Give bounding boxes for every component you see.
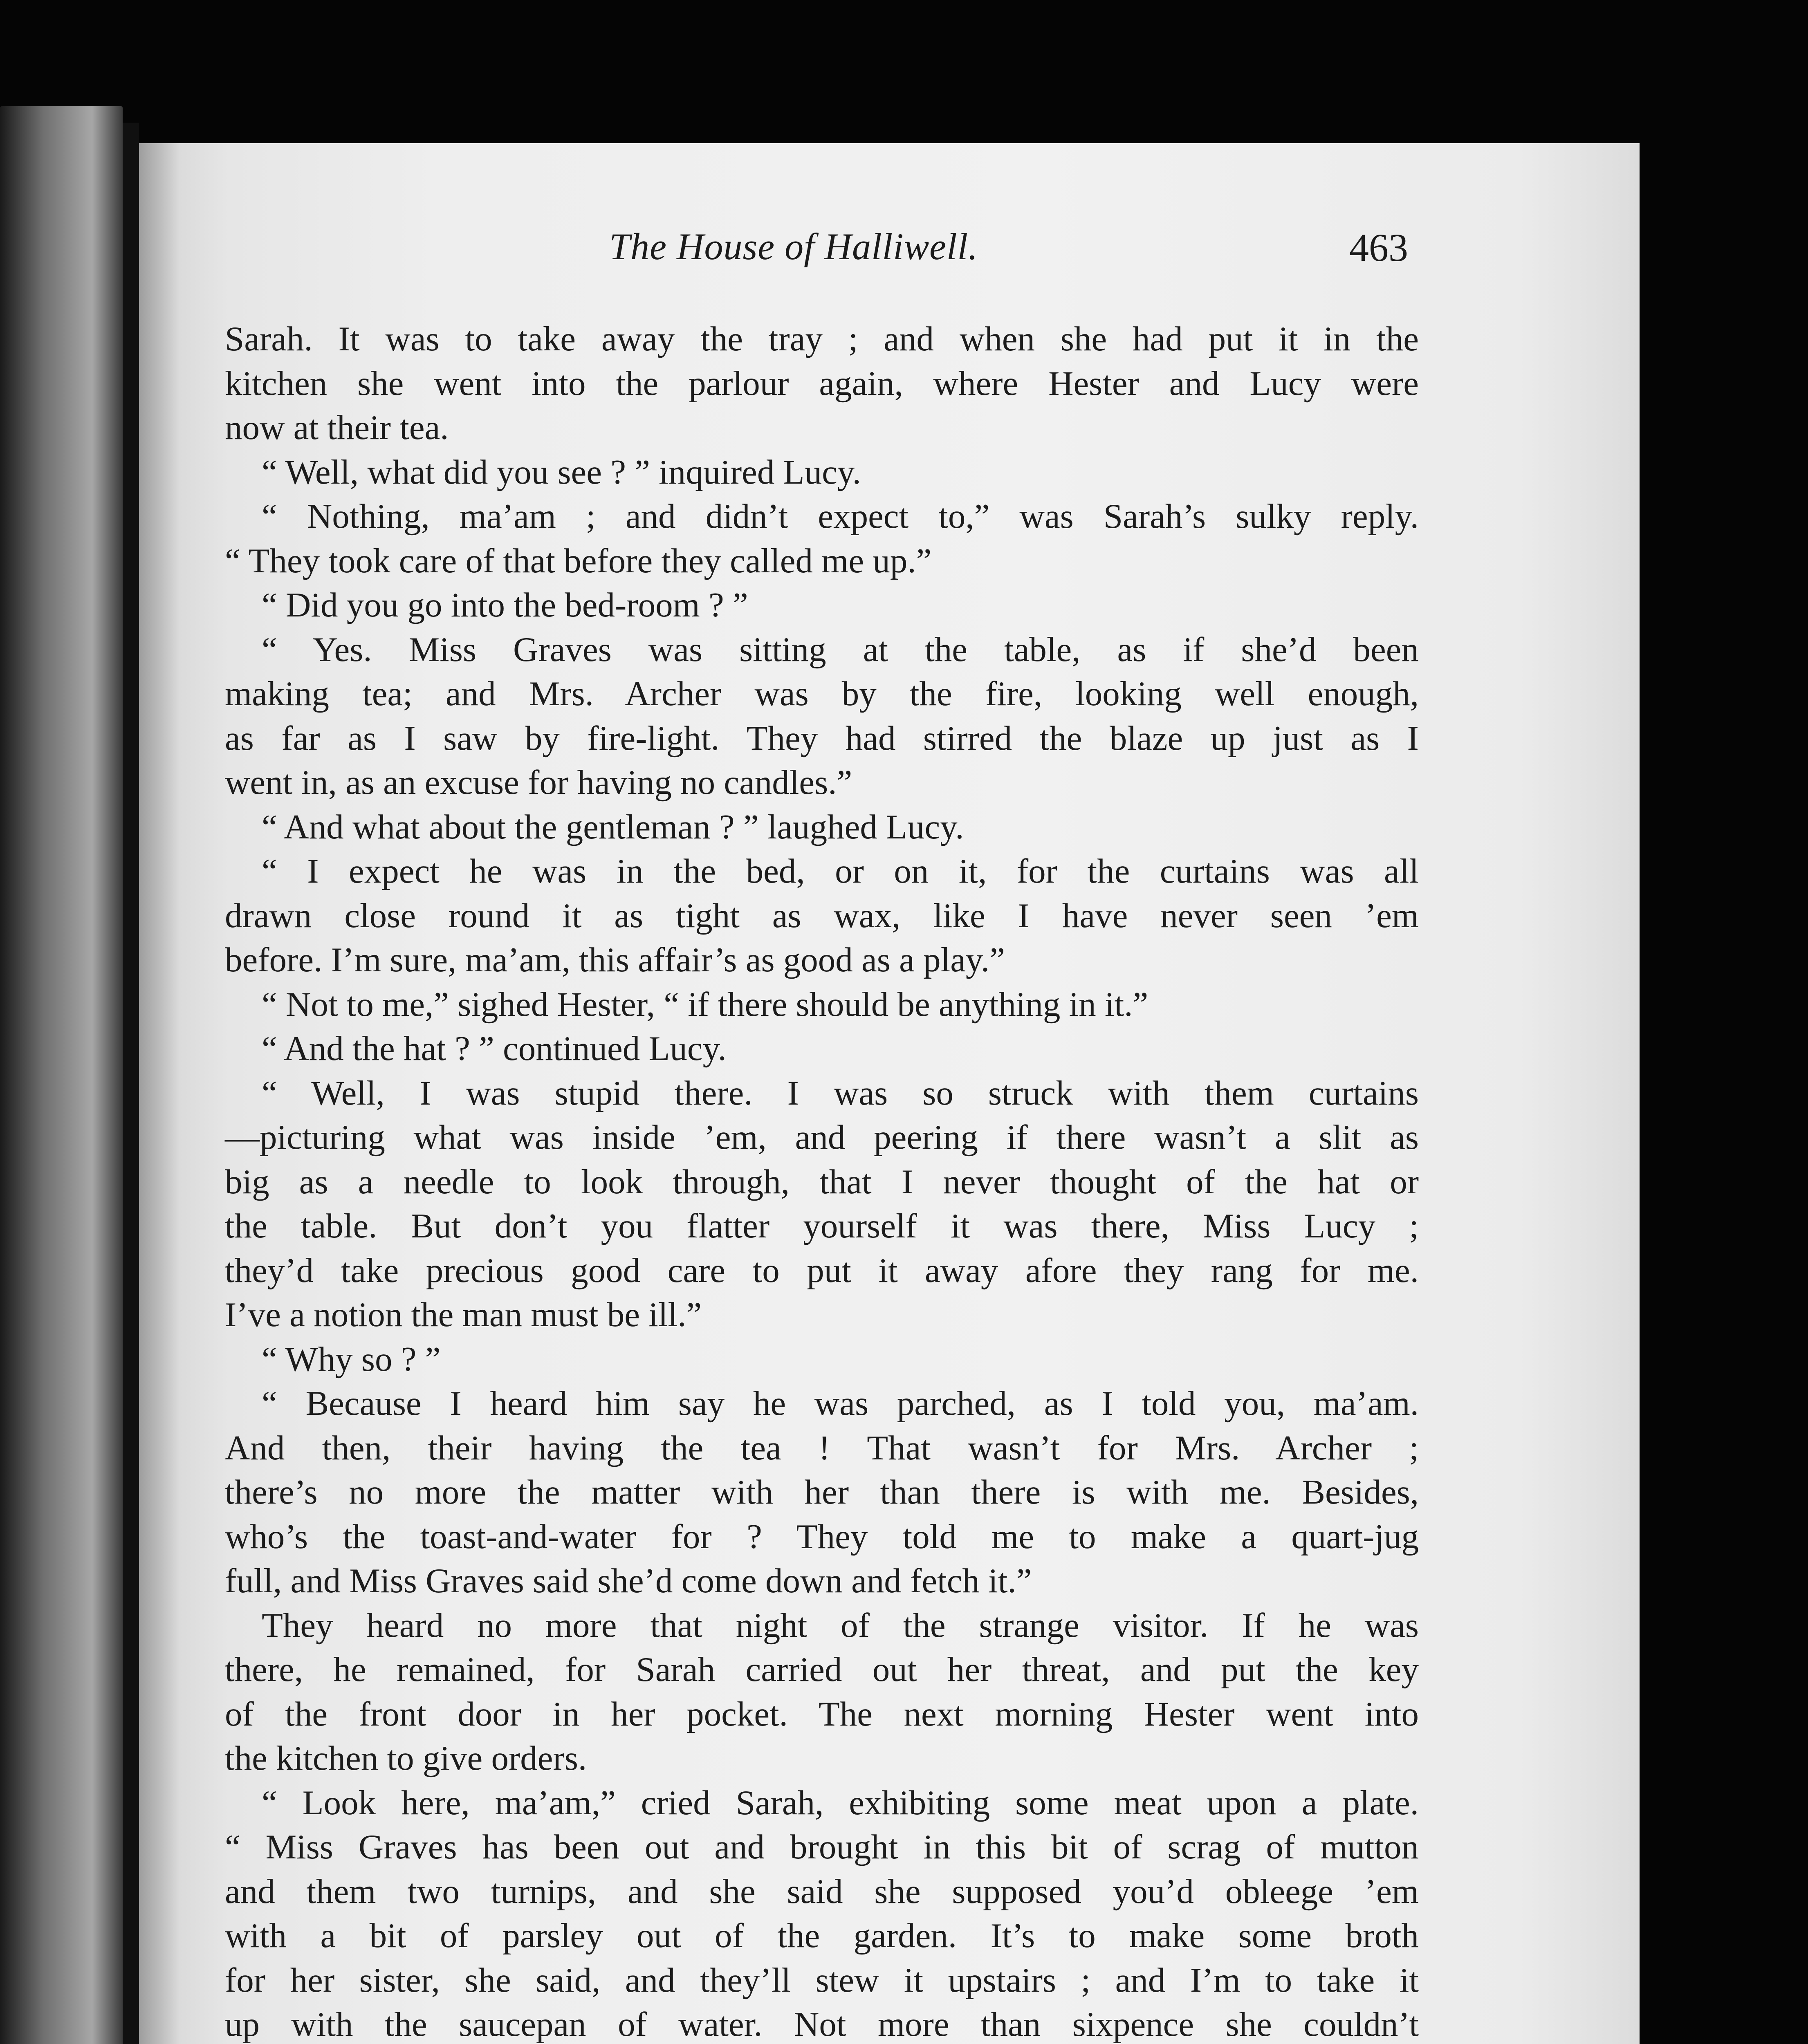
book-gutter bbox=[123, 123, 139, 2044]
text-line: for her sister, she said, and they’ll stew it upstairs ; and I’m to take it bbox=[225, 1961, 1419, 1999]
text-line: “ Why so ? ” bbox=[262, 1340, 441, 1378]
paragraph bbox=[225, 1381, 1419, 1603]
text-line: making tea; and Mrs. Archer was by the fire, looking well enough, bbox=[225, 675, 1419, 713]
text-line: They heard no more that night of the strange visitor. If he was bbox=[262, 1606, 1419, 1645]
text-line: “ Look here, ma’am,” cried Sarah, exhibiting some meat upon a plate. bbox=[262, 1783, 1419, 1822]
paragraph bbox=[225, 1337, 1419, 1382]
page-number: 463 bbox=[1349, 226, 1408, 269]
text-line: they’d take precious good care to put it away afore they rang for me. bbox=[225, 1251, 1419, 1290]
text-line: the table. But don’t you flatter yourself it was there, Miss Lucy ; bbox=[225, 1207, 1419, 1245]
text-line: “ Did you go into the bed-room ? ” bbox=[262, 586, 748, 624]
text-line: “ Nothing, ma’am ; and didn’t expect to,” was Sarah’s sulky reply. bbox=[262, 497, 1419, 536]
text-line: with a bit of parsley out of the garden. It’s to make some broth bbox=[225, 1916, 1419, 1955]
paragraph bbox=[225, 982, 1419, 1027]
text-line: “ Well, what did you see ? ” inquired Lucy. bbox=[262, 453, 861, 491]
text-line: up with the saucepan of water. Not more than sixpence she couldn’t bbox=[225, 2005, 1419, 2044]
text-line: And then, their having the tea ! That wasn’t for Mrs. Archer ; bbox=[225, 1428, 1419, 1467]
text-line: “ Yes. Miss Graves was sitting at the table, as if she’d been bbox=[262, 630, 1419, 669]
text-line: the kitchen to give orders. bbox=[225, 1739, 587, 1777]
text-line: now at their tea. bbox=[225, 408, 449, 447]
text-line: “ And the hat ? ” continued Lucy. bbox=[262, 1029, 727, 1068]
paragraph bbox=[225, 849, 1419, 982]
text-line: “ And what about the gentleman ? ” laughed Lucy. bbox=[262, 807, 964, 846]
body-text bbox=[225, 317, 1419, 2044]
paragraph bbox=[225, 1071, 1419, 1337]
left-page-edge bbox=[0, 106, 123, 2044]
text-line: who’s the toast-and-water for ? They told me to make a quart-jug bbox=[225, 1517, 1419, 1556]
text-line: drawn close round it as tight as wax, like I have never seen ’em bbox=[225, 896, 1419, 935]
paragraph bbox=[225, 317, 1419, 450]
paragraph bbox=[225, 583, 1419, 628]
text-line: “ Well, I was stupid there. I was so struck with them curtains bbox=[262, 1074, 1419, 1112]
gutter-shadow bbox=[139, 143, 180, 2044]
text-line: there’s no more the matter with her than there is with me. Besides, bbox=[225, 1473, 1419, 1511]
text-line: kitchen she went into the parlour again, where Hester and Lucy were bbox=[225, 364, 1419, 403]
paragraph bbox=[225, 1781, 1419, 2044]
text-line: “ I expect he was in the bed, or on it, for the curtains was all bbox=[262, 852, 1419, 890]
paragraph bbox=[225, 1603, 1419, 1781]
text-line: went in, as an excuse for having no candles.” bbox=[225, 763, 852, 802]
paragraph bbox=[225, 805, 1419, 849]
text-line: “ Not to me,” sighed Hester, “ if there should be anything in it.” bbox=[262, 985, 1149, 1024]
paragraph bbox=[225, 450, 1419, 495]
text-line: there, he remained, for Sarah carried out her threat, and put the key bbox=[225, 1650, 1419, 1689]
book-page bbox=[139, 143, 1640, 2044]
paragraph bbox=[225, 628, 1419, 805]
text-line: “ Miss Graves has been out and brought in this bit of scrag of mutton bbox=[225, 1828, 1419, 1866]
text-line: I’ve a notion the man must be ill.” bbox=[225, 1295, 702, 1334]
text-line: —picturing what was inside ’em, and peering if there wasn’t a slit as bbox=[225, 1118, 1419, 1156]
text-line: of the front door in her pocket. The next morning Hester went into bbox=[225, 1694, 1419, 1733]
text-line: before. I’m sure, ma’am, this affair’s as good as a play.” bbox=[225, 941, 1005, 979]
text-line: Sarah. It was to take away the tray ; and when she had put it in the bbox=[225, 320, 1419, 358]
text-line: full, and Miss Graves said she’d come down and fetch it.” bbox=[225, 1562, 1032, 1600]
text-line: big as a needle to look through, that I never thought of the hat or bbox=[225, 1162, 1419, 1201]
text-line: “ Because I heard him say he was parched, as I told you, ma’am. bbox=[262, 1384, 1419, 1423]
paragraph bbox=[225, 494, 1419, 583]
text-line: as far as I saw by fire-light. They had stirred the blaze up just as I bbox=[225, 719, 1419, 758]
text-line: “ They took care of that before they called me up.” bbox=[225, 541, 932, 580]
running-head-title: The House of Halliwell. bbox=[609, 226, 978, 267]
text-line: and them two turnips, and she said she supposed you’d obleege ’em bbox=[225, 1872, 1419, 1911]
paragraph bbox=[225, 1026, 1419, 1071]
